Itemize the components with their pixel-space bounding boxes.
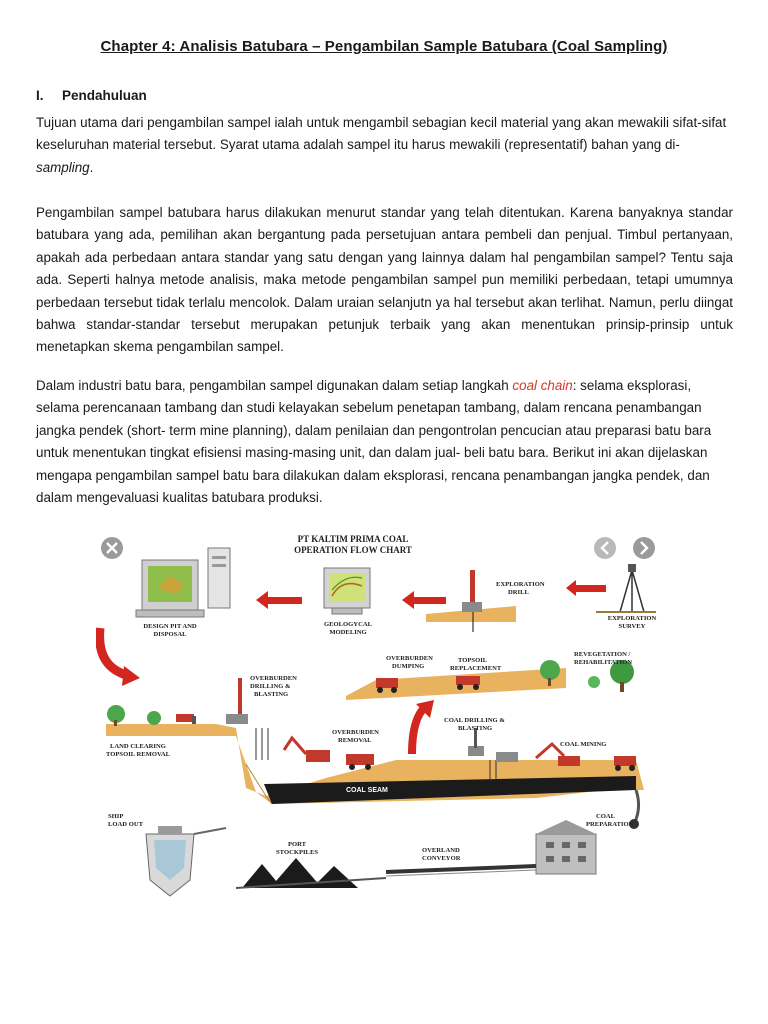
label-coal-seam: COAL SEAM (346, 787, 388, 794)
label-coal-drill-2: BLASTING (458, 725, 493, 732)
label-design-pit-1: DESIGN PIT AND (143, 623, 197, 630)
coal-chain-link: coal chain (512, 378, 573, 393)
flow-chart-title-2: OPERATION FLOW CHART (294, 545, 412, 555)
label-prep-2: PREPARATION (586, 821, 634, 828)
design-pit-computer-icon (136, 548, 230, 617)
paragraph-intro-end: . (89, 159, 94, 175)
land-clearing-icon (107, 705, 196, 726)
section-heading (36, 88, 147, 103)
arrow-drill-to-geo (402, 591, 446, 609)
label-land-2: TOPSOIL REMOVAL (106, 751, 171, 758)
section-title: Pendahuluan (62, 88, 147, 103)
flow-chart-svg (96, 528, 666, 900)
paragraph-coal-chain-before: Dalam industri batu bara, pengambilan sampel digunakan dalam setiap langkah (36, 378, 513, 393)
label-reveg-2: REHABILITATION (574, 659, 633, 666)
label-survey-1: EXPLORATION (607, 615, 657, 622)
label-reveg-1: REVEGETATION / (574, 651, 631, 658)
arrow-geo-to-design (256, 591, 302, 609)
paragraph-coal-chain-after: : selama eksplorasi, selama perencanaan tambang dan studi kelayakan sebelum penetapan tambang, dalam rencana penambangan jangka pendek (short- term mine planning), dalam penilaian dan pengontrolan pencucian atau preparasi batu bara untuk menentukan tingkat efisiensi masing-masing unit, dan dalam jual- beli batu bara. Berikut ini akan dijelaskan mengapa pengambilan sampel batu bara dilakukan dalam eksplorasi, rencana penambangan jangka pendek, dan dalam mengevaluasi kualitas batubara produksi. (36, 378, 712, 506)
label-topsoil-2: REPLACEMENT (450, 665, 502, 672)
label-prep-1: COAL (596, 813, 616, 820)
label-expl-drill-1: EXPLORATION (496, 581, 545, 588)
label-design-pit-2: DISPOSAL (153, 631, 187, 638)
label-land-1: LAND CLEARING (110, 743, 166, 750)
arrow-survey-to-drill (566, 580, 606, 596)
label-ship-1: SHIP (108, 813, 124, 820)
label-ob-dump-2: DUMPING (392, 663, 425, 670)
sampling-term: sampling (36, 159, 90, 175)
coal-preparation-plant-icon (536, 820, 596, 874)
label-ob-dump-1: OVERBURDEN (386, 655, 433, 662)
label-ob-removal-2: REMOVAL (338, 737, 372, 744)
label-ship-2: LOAD OUT (108, 821, 143, 828)
paragraph-intro-text: Tujuan utama dari pengambilan sampel ialah untuk mengambil sebagian kecil material yang akan mewakili sifat-sifat keseluruhan material tersebut. Syarat utama adalah sampel itu harus mewakili (representatif) bahan yang di- (36, 115, 727, 153)
label-ob-removal-1: OVERBURDEN (332, 729, 379, 736)
label-ob-drill-2: DRILLING & (250, 683, 291, 690)
label-ob-drill-1: OVERBURDEN (250, 675, 297, 682)
ship-icon (146, 826, 226, 896)
label-geo-1: GEOLOGYCAL (324, 621, 372, 628)
paragraph-coal-chain (36, 375, 733, 509)
chevron-left-icon[interactable] (594, 537, 616, 559)
label-port-1: PORT (288, 841, 307, 848)
label-topsoil-1: TOPSOIL (458, 657, 488, 664)
paragraph-standards: Pengambilan sampel batubara harus dilakukan menurut standar yang telah ditentukan. Karena banyaknya standar batubara yang ada, pemilihan akan bergantung pada persetujuan antara pembeli dan penjual. Timbul pertanyaan, apakah ada perbedaan antara standar yang satu dengan yang lainnya dalam hal pengambilan sampel? Tentu saja ada. Seperti halnya metode analisis, maka metode pengambilan sampel pun memiliki perbedaan, tetapi umumnya perbedaan tersebut tidak terlalu mencolok. Dalam uraian selanjutn ya hal tersebut akan terlihat. Namun, perlu diingat bahwa standar-standar tersebut merupakan petunjuk terbaik yang akan menentukan prinsip-prinsip untuk menetapkan skema pengambilan sampel. (36, 205, 733, 355)
label-ob-drill-3: BLASTING (254, 691, 289, 698)
port-stockpiles-icon (236, 858, 386, 888)
chevron-right-icon[interactable] (633, 537, 655, 559)
label-port-2: STOCKPILES (276, 849, 319, 856)
label-geo-2: MODELING (329, 629, 367, 636)
overland-conveyor-icon (386, 866, 536, 876)
label-survey-2: SURVEY (618, 623, 646, 630)
arrow-removal-to-dumping (412, 700, 434, 754)
label-expl-drill-2: DRILL (508, 589, 529, 596)
section-number: I. (36, 88, 44, 103)
operation-flow-chart (96, 528, 666, 900)
document-title: Chapter 4: Analisis Batubara – Pengambilan Sample Batubara (Coal Sampling) (100, 38, 668, 55)
label-coal-drill-1: COAL DRILLING & (444, 717, 505, 724)
close-icon[interactable] (101, 537, 123, 559)
label-coal-mining: COAL MINING (560, 741, 607, 748)
arrow-design-to-land (100, 628, 140, 686)
geological-model-monitor-icon (324, 568, 370, 614)
flow-chart-title-1: PT KALTIM PRIMA COAL (297, 534, 409, 544)
label-conveyor-1: OVERLAND (422, 847, 460, 854)
paragraph-intro (36, 112, 733, 179)
label-conveyor-2: CONVEYOR (422, 855, 461, 862)
